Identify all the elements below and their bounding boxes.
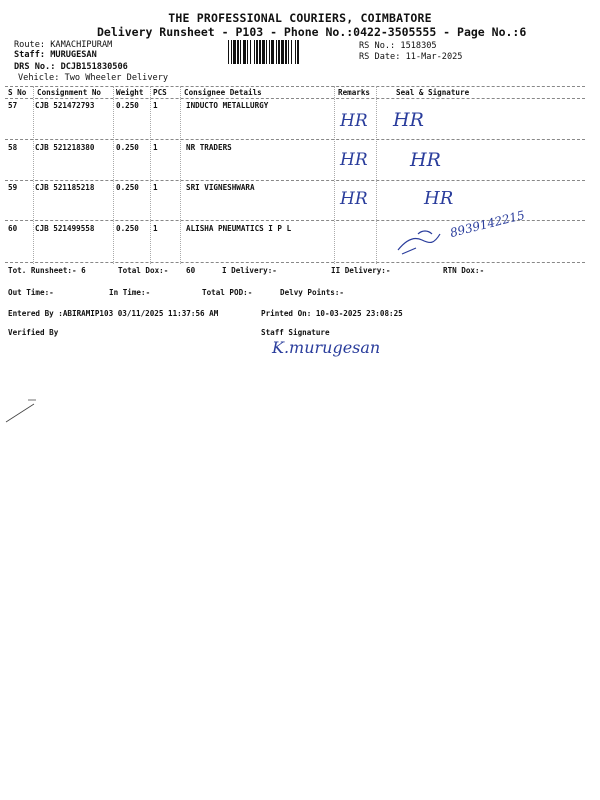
row-pcs: 1 — [153, 224, 158, 233]
row-consignee: ALISHA PNEUMATICS I P L — [186, 224, 292, 233]
rs-date: RS Date: 11-Mar-2025 — [359, 52, 463, 62]
entered-by: Entered By :ABIRAMIP103 03/11/2025 11:37:56 AM — [8, 309, 219, 318]
tot-runsheet: Tot. Runsheet:- 6 — [8, 266, 86, 275]
row-rule — [5, 180, 585, 181]
remarks-handwriting: HR — [340, 150, 368, 170]
staff-label: Staff: MURUGESAN — [14, 50, 97, 60]
total-pod: Total POD:- — [202, 288, 253, 297]
col-weight: Weight — [116, 88, 144, 97]
col-consignee: Consignee Details — [184, 88, 262, 97]
table-top-rule — [5, 86, 585, 87]
pen-mark-icon — [4, 398, 40, 424]
table-bottom-rule — [5, 262, 585, 263]
row-sno: 57 — [8, 101, 18, 110]
seal-handwriting: HR — [410, 149, 441, 171]
vehicle-label: Vehicle: Two Wheeler Delivery — [18, 73, 169, 83]
row-sno: 58 — [8, 143, 18, 152]
col-separator — [150, 86, 151, 264]
runsheet-subtitle: Delivery Runsheet - P103 - Phone No.:0422-3505555 - Page No.:6 — [97, 25, 527, 39]
row-consignment: CJB 521185218 — [35, 183, 95, 192]
row-consignment: CJB 521218380 — [35, 143, 95, 152]
drs-number: DRS No.: DCJB151830506 — [14, 62, 128, 72]
in-time: In Time:- — [109, 288, 151, 297]
row-pcs: 1 — [153, 101, 158, 110]
col-sno: S No — [8, 88, 27, 97]
col-separator — [180, 86, 181, 264]
row-sno: 60 — [8, 224, 18, 233]
col-seal: Seal & Signature — [396, 88, 470, 97]
delvy-points: Delvy Points:- — [280, 288, 345, 297]
row-consignee: SRI VIGNESHWARA — [186, 183, 255, 192]
barcode-icon — [228, 40, 352, 64]
col-pcs: PCS — [153, 88, 167, 97]
total-dox-label: Total Dox:- — [118, 266, 169, 275]
rtn-dox: RTN Dox:- — [443, 266, 485, 275]
row-consignment: CJB 521472793 — [35, 101, 95, 110]
row-sno: 59 — [8, 183, 18, 192]
col-remarks: Remarks — [338, 88, 371, 97]
company-title: THE PROFESSIONAL COURIERS, COIMBATORE — [168, 11, 432, 25]
remarks-handwriting: HR — [340, 189, 368, 209]
row-weight: 0.250 — [116, 224, 139, 233]
col-consignment: Consignment No — [37, 88, 102, 97]
row-consignee: INDUCTO METALLURGY — [186, 101, 269, 110]
printed-on: Printed On: 10-03-2025 23:08:25 — [261, 309, 403, 318]
row-rule — [5, 139, 585, 140]
row-pcs: 1 — [153, 143, 158, 152]
row-consignment: CJB 521499558 — [35, 224, 95, 233]
col-separator — [33, 86, 34, 264]
total-dox-value: 60 — [186, 266, 196, 275]
route-label: Route: KAMACHIPURAM — [14, 40, 113, 50]
remarks-handwriting: HR — [340, 111, 368, 131]
staff-signature-label: Staff Signature — [261, 328, 330, 337]
row-consignee: NR TRADERS — [186, 143, 232, 152]
row-weight: 0.250 — [116, 183, 139, 192]
row-pcs: 1 — [153, 183, 158, 192]
out-time: Out Time:- — [8, 288, 54, 297]
seal-handwriting: HR — [424, 188, 454, 209]
seal-handwriting: HR — [393, 109, 424, 131]
col-separator — [334, 86, 335, 264]
row-weight: 0.250 — [116, 101, 139, 110]
col-separator — [376, 86, 377, 264]
row-weight: 0.250 — [116, 143, 139, 152]
staff-signature: K.murugesan — [272, 338, 381, 357]
ii-delivery: II Delivery:- — [331, 266, 391, 275]
col-separator — [113, 86, 114, 264]
verified-by: Verified By — [8, 328, 59, 337]
phone-handwriting: 8939142215 — [448, 207, 527, 240]
table-header-rule — [5, 98, 585, 99]
delivery-signature — [396, 226, 456, 256]
i-delivery: I Delivery:- — [222, 266, 277, 275]
rs-number: RS No.: 1518305 — [359, 41, 437, 51]
